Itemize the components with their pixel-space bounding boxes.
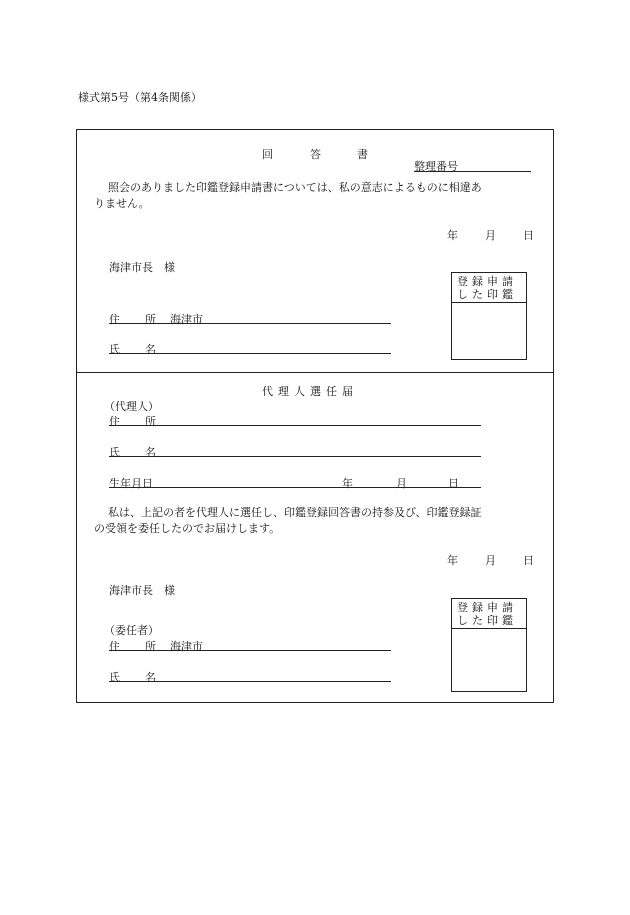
reply-seal-box-line-1: 登録申請 [457,275,517,288]
appointment-date-month: 月 [485,554,496,567]
reply-address-label-2: 所 [145,313,156,326]
agent-address-label-2: 所 [145,415,156,428]
agent-birth-month: 月 [396,477,407,490]
appointment-title: 代理人選任届 [262,385,358,398]
reference-number-label: 整理番号 [414,160,458,173]
reply-statement [94,180,546,212]
agent-name-line [109,456,481,457]
reply-seal-box-line-2: した印鑑 [457,288,517,301]
agent-birth-year: 年 [342,477,353,490]
reply-addressee: 海津市長 様 [109,261,175,274]
reply-date-year: 年 [447,229,458,242]
reply-name-line [109,353,391,354]
appointment-statement-line-1: 私は、上記の者を代理人に選任し、印鑑登録回答書の持参及び、印鑑登録証 [108,506,482,519]
appointment-addressee: 海津市長 様 [109,584,175,597]
appointment-date-day: 日 [523,554,534,567]
agent-birthdate-label: 生年月日 [109,477,153,490]
delegator-name-label-2: 名 [145,671,156,684]
reply-date-month: 月 [485,229,496,242]
reply-date-day: 日 [523,229,534,242]
delegator-address-line [109,650,391,651]
delegator-address-label-2: 所 [145,640,156,653]
appointment-seal-box [451,598,527,692]
agent-address-line [109,425,481,426]
reply-title-char-2: 答 [310,148,321,161]
reply-address-value: 海津市 [170,313,203,326]
agent-birthdate-line [109,487,481,488]
reply-title-char-3: 書 [357,148,368,161]
appointment-seal-box-header [452,599,526,629]
delegator-name-label-1: 氏 [109,671,120,684]
agent-address-label-1: 住 [109,415,120,428]
appointment-statement-line-2: の受領を委任したのでお届けします。 [94,522,281,535]
agent-name-label-1: 氏 [109,446,120,459]
reply-address-line [109,323,391,324]
reference-number-line [414,171,531,172]
appointment-statement [94,505,546,537]
reply-name-label-1: 氏 [109,343,120,356]
reply-name-label-2: 名 [145,343,156,356]
delegator-heading: （委任者） [104,624,159,637]
reply-statement-line-2: りません。 [94,197,150,210]
agent-heading: （代理人） [104,400,159,413]
form-number: 様式第5号（第4条関係） [78,91,202,104]
agent-name-label-2: 名 [145,446,156,459]
reply-seal-box-header [452,273,526,303]
appointment-date-year: 年 [447,554,458,567]
delegator-name-line [109,681,391,682]
reply-title-char-1: 回 [262,148,273,161]
appointment-seal-box-line-2: した印鑑 [457,614,517,627]
delegator-address-label-1: 住 [109,640,120,653]
section-divider [76,372,554,373]
agent-birth-day: 日 [448,477,459,490]
reply-seal-box [451,272,527,360]
reply-statement-line-1: 照会のありました印鑑登録申請書については、私の意志によるものに相違あ [108,181,482,194]
appointment-seal-box-line-1: 登録申請 [457,601,517,614]
reply-address-label-1: 住 [109,313,120,326]
delegator-address-value: 海津市 [170,640,203,653]
